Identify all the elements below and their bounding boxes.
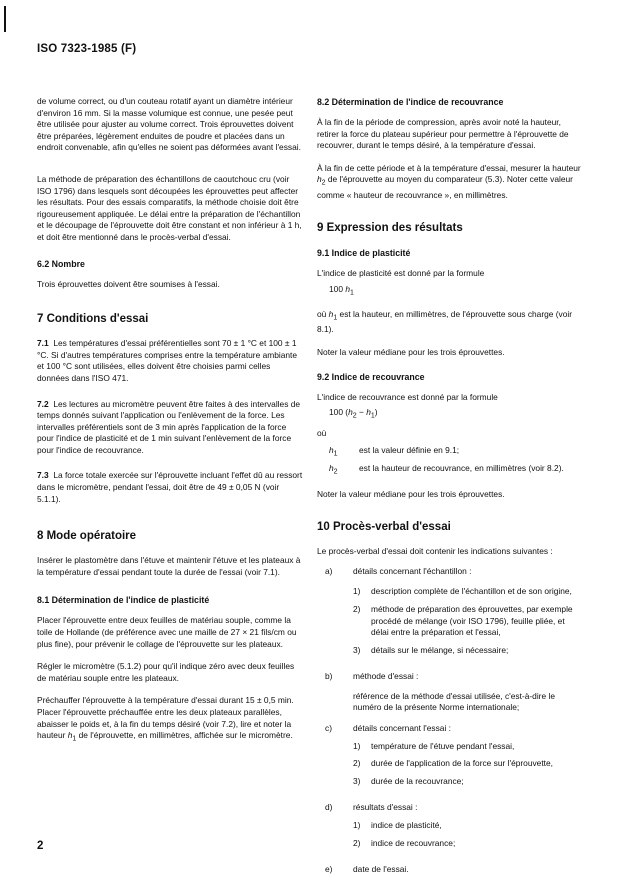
section-8-1-paragraph-1: Placer l'éprouvette entre deux feuilles de matériau souple, comme la toile de Hollande (de préférence avec une maille de 27 × 21 fils/cm ou plus fine), pour prévenir le collage de l'éprouvette sur les plateaux. (37, 615, 297, 649)
section-7-2-number: 7.2 (37, 398, 49, 409)
definition-h1: $h_1$ est la valeur définie en 9.1; (329, 445, 460, 458)
margin-bar (4, 6, 6, 32)
list-item: 3) détails sur le mélange, si nécessaire; (353, 644, 509, 655)
section-9-1-note: Noter la valeur médiane pour les trois éprouvettes. (317, 346, 505, 357)
section-8-heading: 8 Mode opératoire (37, 530, 137, 543)
list-item: 2) durée de l'application de la force sur l'éprouvette, (353, 758, 553, 769)
report-item-b: b) méthode d'essai : référence de la méthode d'essai utilisée, c'est-à-dire le numéro de la présente Norme internationale; (325, 671, 555, 713)
document-header: ISO 7323-1985 (F) (37, 43, 137, 55)
intro-paragraph: de volume correct, ou d'un couteau rotatif ayant un diamètre intérieur d'environ 16 mm. Si la masse volumique est connue, une pesée peut être utilisée pour ajuster au volume correct. Trois éprouvettes doivent être préparées, légèrement enduites de poudre et placées dans un endroit convenable, afin qu'elles ne soient pas déformées avant l'essai. (37, 96, 301, 153)
section-7-1-number: 7.1 (37, 338, 49, 349)
section-7-3-text: La force totale exercée sur l'éprouvette incluant l'effet dû au ressort dans le micromètre, pendant l'essai, doit être de 49 ± 0,05 N (voir 5.1.1). (37, 470, 303, 504)
page-number: 2 (37, 840, 44, 852)
section-9-2-note: Noter la valeur médiane pour les trois éprouvettes. (317, 488, 505, 499)
section-7-1-paragraph (37, 338, 304, 384)
report-item-a: a) détails concernant l'échantillon : 1) description complète de l'échantillon et de son origine, 2) méthode de préparation des éprouvettes, par exemple procédé de mélange (voir ISO 1796), feuille pliée, et délai entre la préparation et l'essai, 3) détails sur le mélange, si nécessaire; (325, 566, 584, 663)
section-8-text: Insérer le plastomètre dans l'étuve et maintenir l'étuve et les plateaux à la température d'essai pendant toute la durée de l'essai (voir 7.1). (37, 555, 301, 577)
section-7-2-text: Les lectures au micromètre peuvent être faites à des intervalles de temps donnés suivant l'application ou l'enlèvement de la force. Les intervalles préférentiels sont de 3 min après l'application de la force pour l'indice de plasticité et de 1 min suivant l'enlèvement de la force pour l'indice de recouvrance. (37, 398, 301, 455)
report-item-d: d) résultats d'essai : 1) indice de plasticité, 2) indice de recouvrance; (325, 802, 456, 848)
section-9-1-heading: 9.1 Indice de plasticité (317, 248, 411, 259)
section-9-1-where: où $h_1$ est la hauteur, en millimètres, de l'éprouvette sous charge (voir 8.1). (317, 309, 573, 335)
section-9-heading: 9 Expression des résultats (317, 222, 463, 235)
list-item: 3) durée de la recouvrance; (353, 775, 464, 786)
section-8-2-paragraph-1: À la fin de la période de compression, après avoir noté la hauteur, retirer la force du plateau supérieur pour permettre à l'éprouvette de recouvrer, durant le temps désiré, à la température d'essai. (317, 117, 569, 151)
plasticity-formula: 100 $h_1$ (329, 283, 354, 297)
section-10-intro: Le procès-verbal d'essai doit contenir les indications suivantes : (317, 546, 553, 557)
section-7-1-text: Les températures d'essai préférentielles sont 70 ± 1 °C et 100 ± 1 °C. Si d'autres températures comprises entre la température ambiante et 100 °C sont utilisées, elles doivent être choisies parmi celles données dans l'ISO 471. (37, 338, 298, 383)
list-item: 1) indice de plasticité, (353, 820, 442, 831)
definition-h2: $h_2$ est la hauteur de recouvrance, en millimètres (voir 8.2). (329, 463, 564, 476)
report-items (325, 566, 584, 876)
report-item-e: e) date de l'essai. (325, 864, 409, 875)
section-10-heading: 10 Procès-verbal d'essai (317, 521, 451, 534)
section-6-2-text: Trois éprouvettes doivent être soumises à l'essai. (37, 278, 220, 289)
method-paragraph: La méthode de préparation des échantillons de caoutchouc cru (voir ISO 1796) dans lesquels sont découpées les éprouvettes peut affecter les résultats. Pour des essais comparatifs, la méthode choisie doit être rigoureusement appliquée. Le délai entre la préparation de l'échantillon et le découpage de l'éprouvette doit être constant et non inférieur à 1 h, et doit être mentionné dans le procès-verbal d'essai. (37, 173, 302, 242)
section-9-2-where: où (317, 428, 327, 439)
section-8-1-paragraph-2: Régler le micromètre (5.1.2) pour qu'il indique zéro avec deux feuilles de matériau souple entre les plateaux. (37, 661, 295, 683)
report-item-c: c) détails concernant l'essai : 1) température de l'étuve pendant l'essai, 2) durée de l'application de la force sur l'éprouvette, 3) durée de la recouvrance; (325, 723, 553, 786)
section-7-2-paragraph (37, 399, 304, 457)
section-9-2-heading: 9.2 Indice de recouvrance (317, 371, 425, 382)
list-item: 1) température de l'étuve pendant l'essai, (353, 740, 515, 751)
section-8-2-paragraph-2: À la fin de cette période et à la température d'essai, mesurer la hauteur $h_2$ de l'éprouvette au moyen du comparateur (5.3). Noter cette valeur comme « hauteur de recouvrance », en millimètres. (317, 162, 581, 200)
section-7-3-paragraph (37, 470, 304, 505)
right-column (317, 96, 584, 885)
left-column (37, 96, 304, 756)
section-7-heading: 7 Conditions d'essai (37, 313, 149, 326)
section-9-1-intro: L'indice de plasticité est donné par la formule (317, 268, 485, 279)
list-item: 2) indice de recouvrance; (353, 837, 456, 848)
list-item: 2) méthode de préparation des éprouvettes, par exemple procédé de mélange (voir ISO 1796), feuille pliée, et délai entre la préparation et l'essai, (353, 603, 573, 638)
section-8-2-heading: 8.2 Détermination de l'indice de recouvrance (317, 97, 504, 107)
section-6-2-heading: 6.2 Nombre (37, 258, 85, 269)
section-9-2-intro: L'indice de recouvrance est donné par la formule (317, 391, 498, 402)
section-8-1-heading: 8.1 Détermination de l'indice de plasticité (37, 595, 210, 606)
recovery-formula: 100 $(h_2 - h_1)$ (329, 407, 378, 420)
section-7-3-number: 7.3 (37, 470, 49, 481)
section-8-1-paragraph-3: Préchauffer l'éprouvette à la température d'essai durant 15 ± 0,5 min. Placer l'éprouvette préchauffée entre les deux plateaux parallèles, abaisser le poids et, à la fin du temps désiré (voir 7.2), lire et noter la hauteur $h_1$ de l'éprouvette, en millimètres, affichée sur le micromètre. (37, 695, 294, 743)
list-item: 1) description complète de l'échantillon et de son origine, (353, 586, 572, 597)
